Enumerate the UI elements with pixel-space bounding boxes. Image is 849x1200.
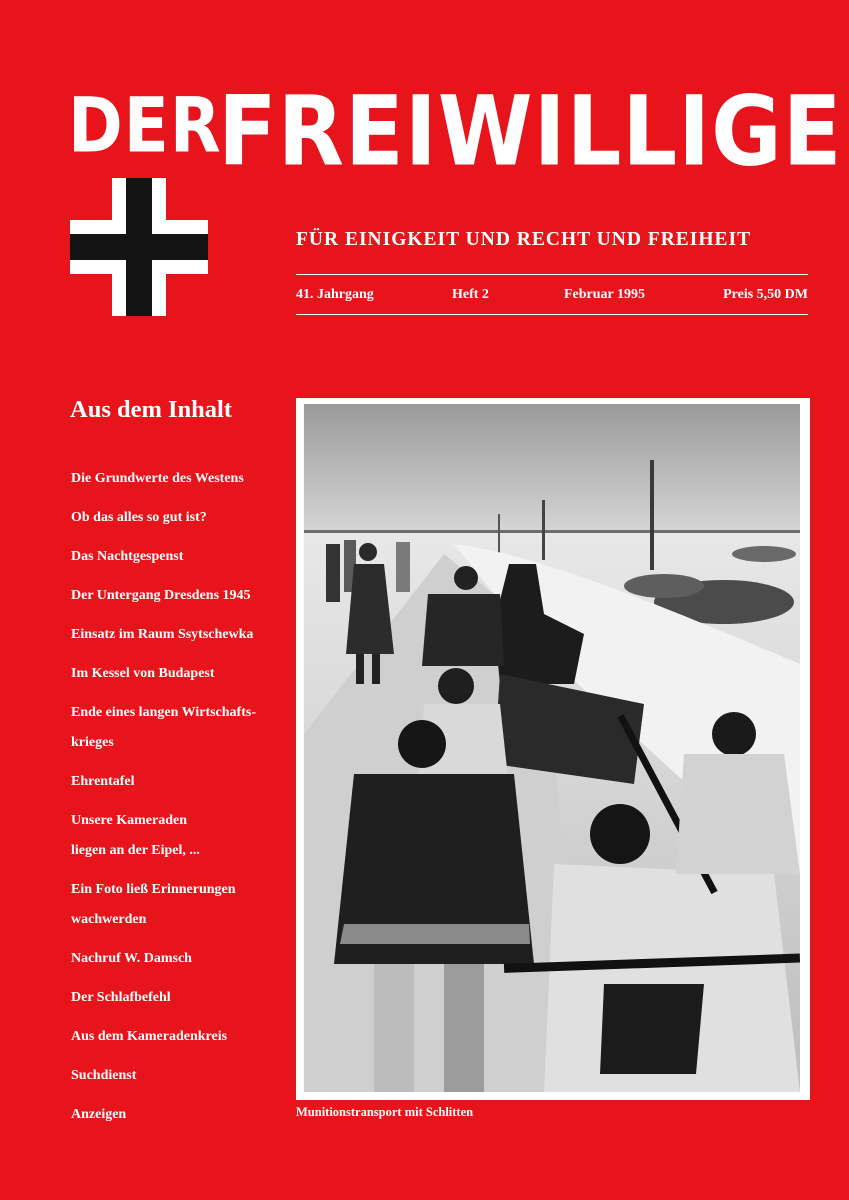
- contents-item: [71, 471, 286, 486]
- contents-item: [71, 951, 286, 966]
- contents-item: [71, 666, 286, 681]
- masthead-slogan: FÜR EINIGKEIT UND RECHT UND FREIHEIT: [296, 229, 752, 250]
- divider-bottom: [296, 314, 808, 315]
- divider-top: [296, 274, 808, 275]
- contents-item: [71, 1068, 286, 1083]
- contents-item: [71, 627, 286, 642]
- issue-date: Februar 1995: [564, 287, 646, 302]
- contents-item-line: liegen an der Eipel, ...: [71, 843, 200, 858]
- contents-item: [71, 549, 286, 564]
- contents-item-line: Im Kessel von Budapest: [71, 666, 215, 681]
- contents-item-line: Einsatz im Raum Ssytschewka: [71, 627, 254, 642]
- issue-number: Heft 2: [452, 287, 489, 302]
- contents-item-line: Der Schlafbefehl: [71, 990, 171, 1005]
- contents-item: [71, 813, 286, 858]
- contents-item-line: Ob das alles so gut ist?: [71, 510, 207, 525]
- contents-item-line: krieges: [71, 735, 114, 750]
- contents-item-line: Die Grundwerte des Westens: [71, 471, 244, 486]
- contents-item-line: Anzeigen: [71, 1107, 127, 1122]
- contents-item-line: Das Nachtgespenst: [71, 549, 184, 564]
- contents-item-line: wachwerden: [71, 912, 147, 927]
- contents-heading: Aus dem Inhalt: [70, 396, 233, 423]
- contents-item-line: Ein Foto ließ Erinnerungen: [71, 882, 236, 897]
- contents-item-line: Nachruf W. Damsch: [71, 951, 192, 966]
- issue-info-bar: [296, 287, 808, 305]
- contents-item-line: Unsere Kameraden: [71, 813, 187, 828]
- iron-cross-icon: [70, 178, 208, 316]
- masthead-title: FREIWILLIGE: [218, 76, 843, 189]
- contents-item-line: Aus dem Kameradenkreis: [71, 1029, 228, 1044]
- contents-item: [71, 510, 286, 525]
- issue-price: Preis 5,50 DM: [723, 287, 808, 302]
- contents-item-line: Suchdienst: [71, 1068, 137, 1083]
- photo-caption: Munitionstransport mit Schlitten: [296, 1105, 474, 1119]
- contents-list: [71, 471, 286, 1146]
- contents-item: [71, 705, 286, 750]
- cover-photo-frame: [296, 398, 810, 1100]
- cover-photo: [304, 404, 800, 1092]
- contents-item-line: Ehrentafel: [71, 774, 135, 789]
- contents-item: [71, 990, 286, 1005]
- contents-item: [71, 882, 286, 927]
- contents-item: [71, 1107, 286, 1122]
- contents-item: [71, 1029, 286, 1044]
- issue-volume: 41. Jahrgang: [296, 287, 374, 302]
- masthead-article: DER: [68, 81, 222, 170]
- contents-item: [71, 588, 286, 603]
- contents-item-line: Ende eines langen Wirtschafts-: [71, 705, 256, 720]
- contents-item: [71, 774, 286, 789]
- contents-item-line: Der Untergang Dresdens 1945: [71, 588, 251, 603]
